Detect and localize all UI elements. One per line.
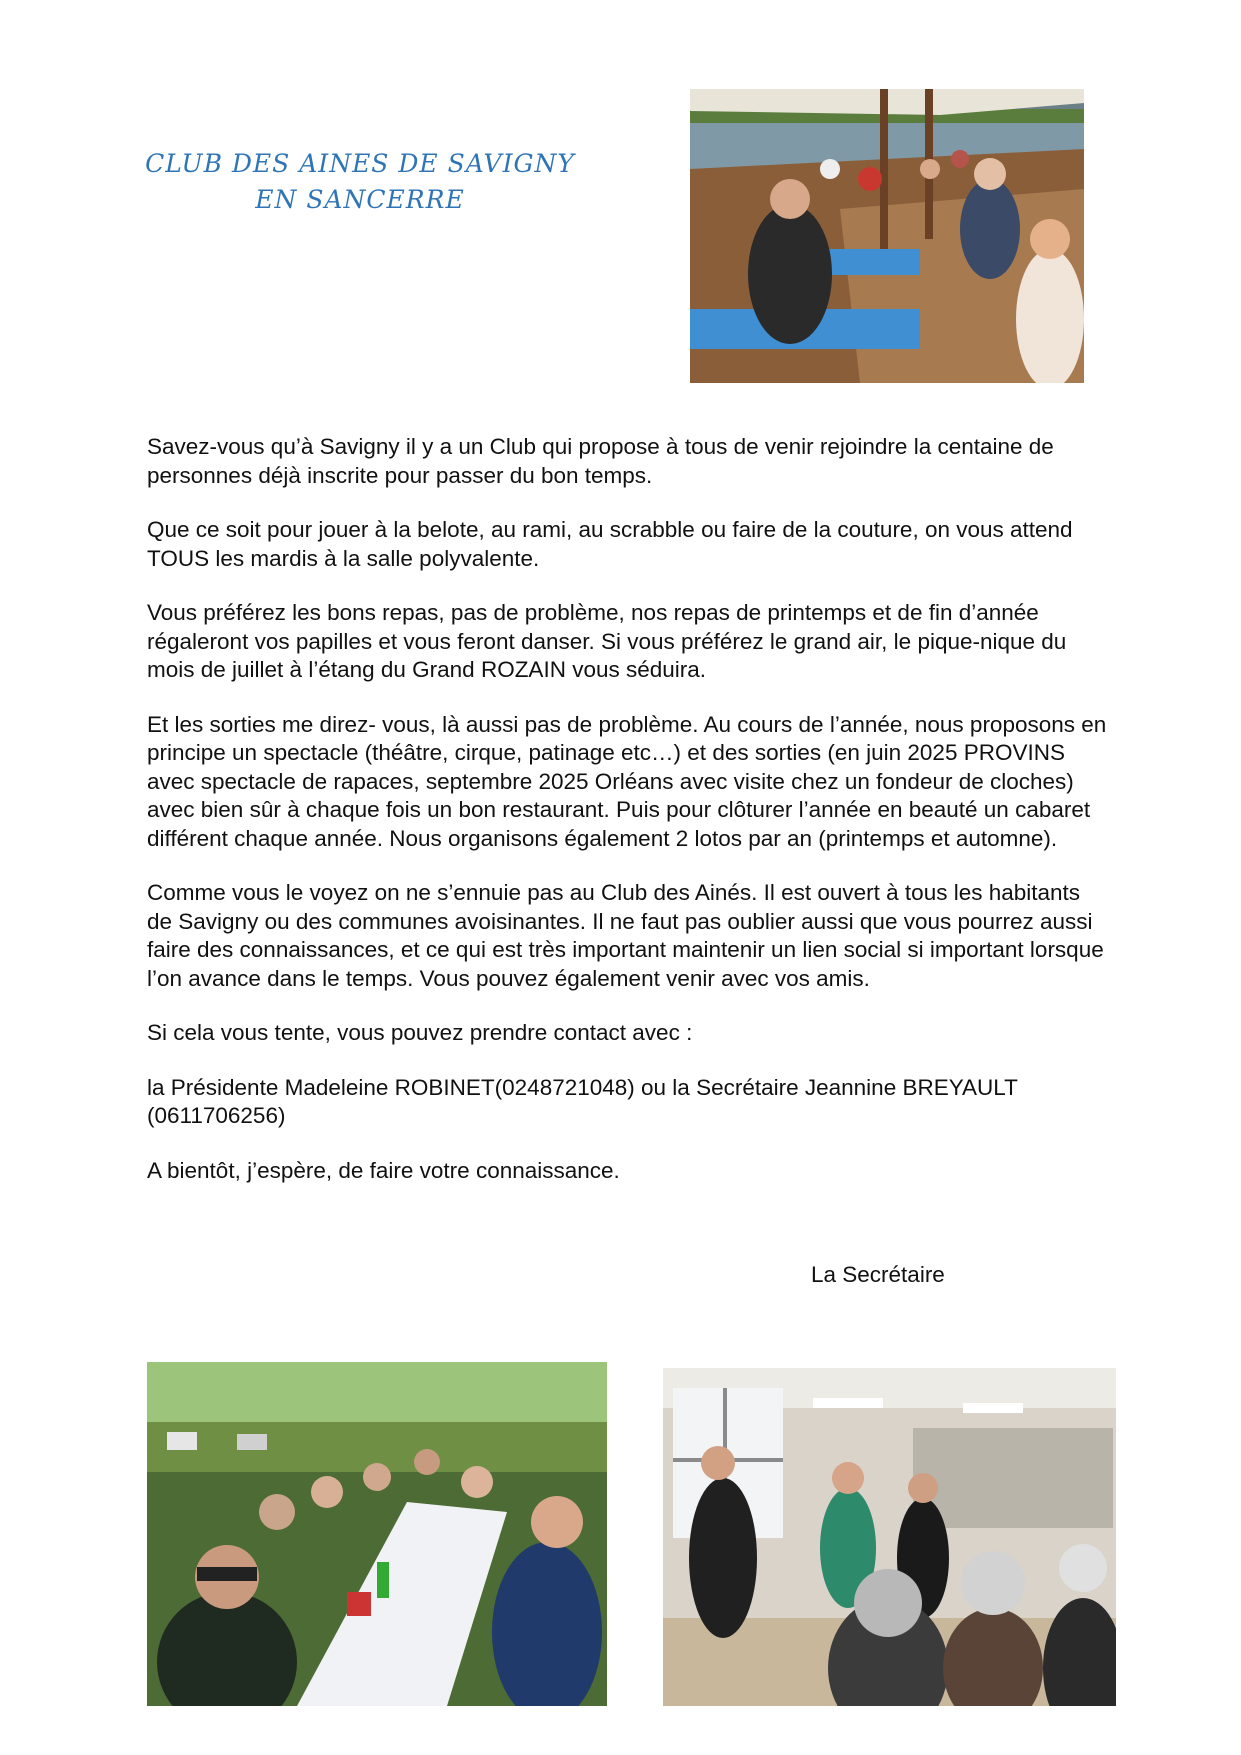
paragraph-outings: Et les sorties me direz- vous, là aussi pas de problème. Au cours de l’année, nous proposons en principe un spectacle (théâtre, cirque, patinage etc…) et des sorties (en juin 2025 PROVINS avec spectacle de rapaces, septembre 2025 Orléans avec visite chez un fondeur de cloches) avec bien sûr à chaque fois un bon restaurant. Puis pour clôturer l’année en beauté un cabaret différent chaque année. Nous organisons également 2 lotos par an (printemps et automne).	[147, 711, 1107, 851]
club-title	[140, 146, 580, 218]
paragraph-meals: Vous préférez les bons repas, pas de problème, nos repas de printemps et de fin d’année régaleront vos papilles et vous feront danser. Si vous préférez le grand air, le pique-nique du mois de juillet à l’étang du Grand ROZAIN vous séduira.	[147, 600, 1067, 682]
picnic-photo	[147, 1362, 607, 1706]
paragraph-closing: A bientôt, j’espère, de faire votre connaissance.	[147, 1157, 620, 1183]
paragraph-activities: Que ce soit pour jouer à la belote, au rami, au scrabble ou faire de la couture, on vous attend TOUS les mardis à la salle polyvalente.	[147, 517, 1073, 571]
paragraph-intro: Savez-vous qu’à Savigny il y a un Club qui propose à tous de venir rejoindre la centaine de personnes déjà inscrite pour passer du bon temps.	[147, 434, 1054, 488]
paragraph-contact-intro: Si cela vous tente, vous pouvez prendre contact avec :	[147, 1020, 693, 1045]
club-title-line2: EN SANCERRE	[255, 185, 465, 214]
paragraph-club-open: Comme vous le voyez on ne s’ennuie pas au Club des Ainés. Il est ouvert à tous les habitants de Savigny ou des communes avoisinantes. Il ne faut pas oublier aussi que vous pourrez aussi faire des connaissances, et ce qui est très important maintenir un lien social si important lorsque l’on avance dans le temps. Vous pouvez également venir avec vos amis.	[147, 880, 1104, 991]
article-body	[147, 433, 1107, 1211]
boat-trip-photo	[690, 89, 1084, 383]
dance-hall-photo	[663, 1368, 1116, 1706]
club-title-line1: CLUB DES AINES DE SAVIGNY	[145, 149, 575, 178]
signature: La Secrétaire	[811, 1262, 945, 1287]
paragraph-contacts: la Présidente Madeleine ROBINET(0248721048) ou la Secrétaire Jeannine BREYAULT (0611706256)	[147, 1074, 1018, 1128]
